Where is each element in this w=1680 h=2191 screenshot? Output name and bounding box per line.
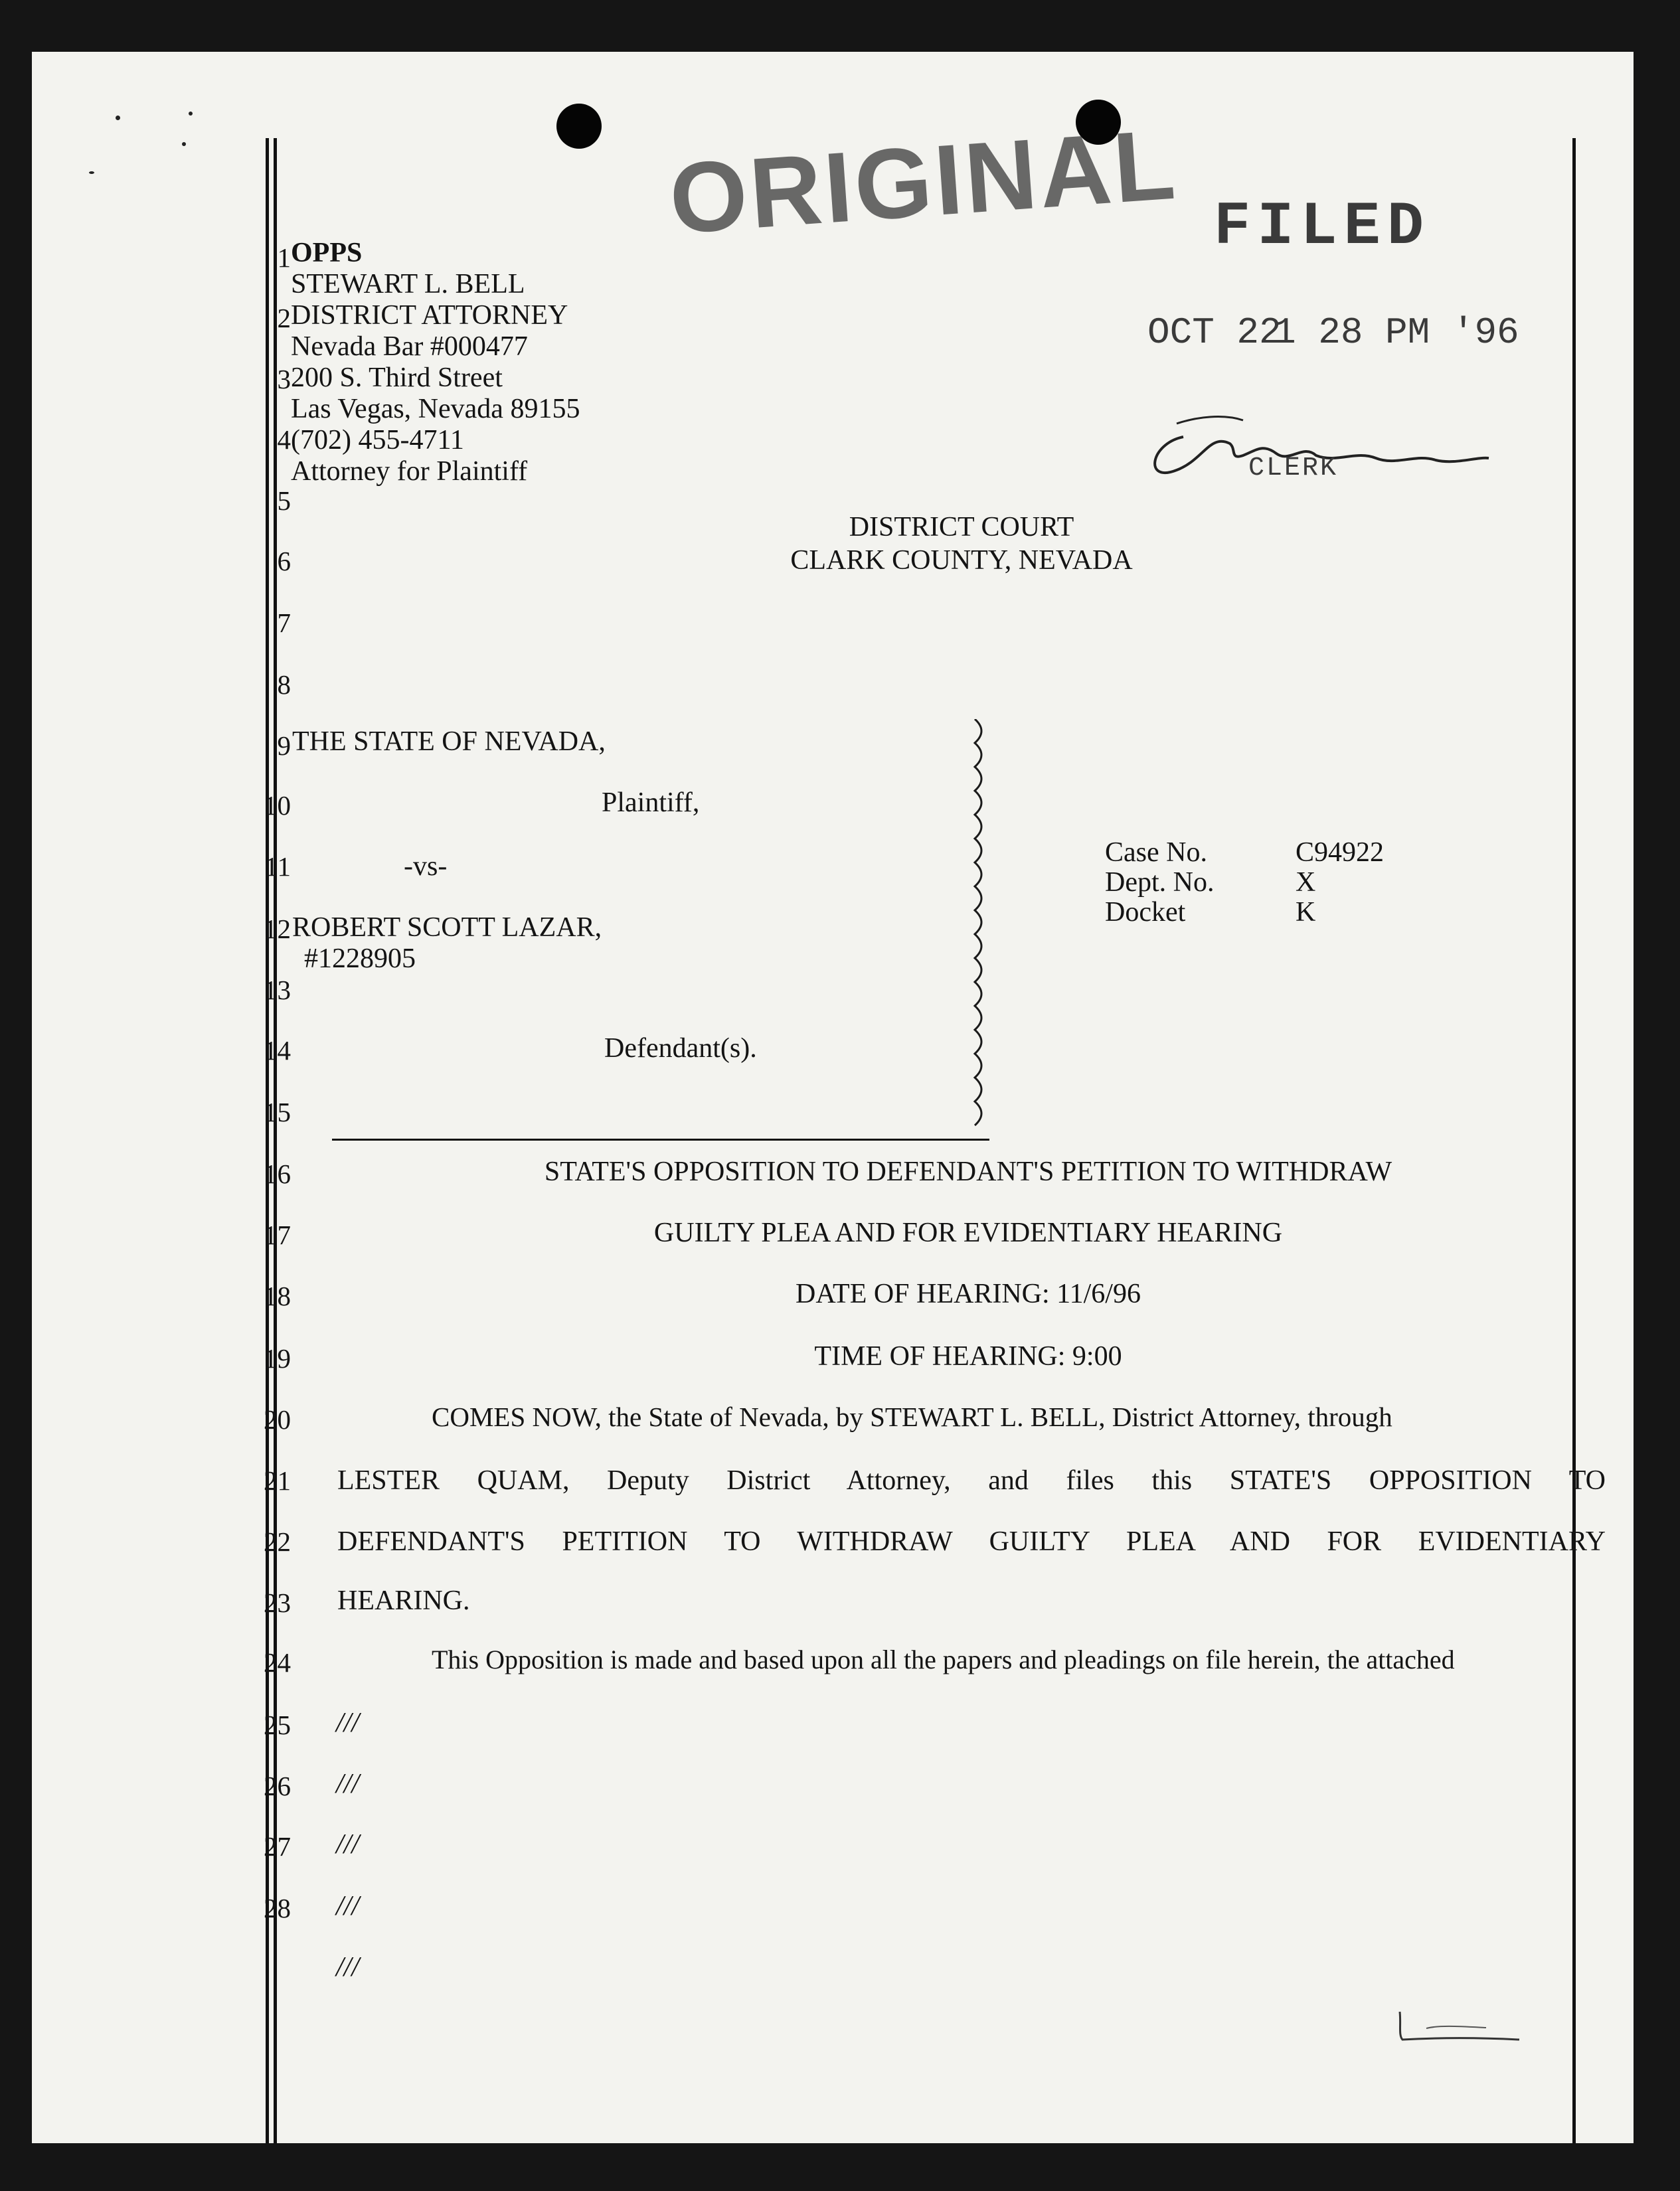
line-number: 9 xyxy=(277,730,291,761)
line-number: 2 xyxy=(277,303,291,333)
document-title-line2: GUILTY PLEA AND FOR EVIDENTIARY HEARING xyxy=(653,1218,1283,1248)
hearing-time: TIME OF HEARING: 9:00 xyxy=(814,1341,1122,1372)
body-paragraph1-line1: COMES NOW, the State of Nevada, by STEWART L. BELL, District Attorney, through xyxy=(432,1402,1392,1432)
attorney-role: Attorney for Plaintiff xyxy=(291,456,528,487)
court-name: DISTRICT COURT xyxy=(849,512,1074,542)
line-number: 5 xyxy=(277,485,291,516)
line-number: 26 xyxy=(264,1771,291,1801)
body-paragraph1-line3: DEFENDANT'S PETITION TO WITHDRAW GUILTY PLEA AND FOR EVIDENTIARY xyxy=(337,1526,1606,1557)
line-number: 22 xyxy=(264,1526,291,1557)
speck xyxy=(182,142,186,146)
body-paragraph1-line4: HEARING. xyxy=(337,1585,470,1616)
document-page xyxy=(32,52,1634,2143)
defendant-name: ROBERT SCOTT LAZAR, xyxy=(292,912,602,943)
plaintiff-name: THE STATE OF NEVADA, xyxy=(292,726,606,757)
continuation-mark: /// xyxy=(336,1891,360,1921)
defendant-id: #1228905 xyxy=(304,943,416,974)
line-number: 11 xyxy=(264,851,291,882)
speck xyxy=(189,112,193,116)
city-address: Las Vegas, Nevada 89155 xyxy=(291,394,580,424)
body-paragraph1-line2: LESTER QUAM, Deputy District Attorney, and files this STATE'S OPPOSITION TO xyxy=(337,1465,1606,1496)
line-number: 1 xyxy=(277,242,291,273)
filed-stamp: FILED xyxy=(1214,192,1431,262)
line-number: 4 xyxy=(277,424,291,455)
speck xyxy=(116,116,120,120)
line-number: 6 xyxy=(277,546,291,576)
versus-label: -vs- xyxy=(404,851,448,882)
line-number: 14 xyxy=(264,1035,291,1066)
defendant-label: Defendant(s). xyxy=(604,1033,757,1064)
caption-bracket xyxy=(971,719,997,1137)
caption-rule xyxy=(332,1139,989,1141)
line-number: 3 xyxy=(277,364,291,394)
line-number: 23 xyxy=(264,1587,291,1618)
attorney-name: STEWART L. BELL xyxy=(291,269,525,299)
line-number: 20 xyxy=(264,1404,291,1435)
clerk-stamp: CLERK xyxy=(1248,453,1339,483)
phone-number: (702) 455-4711 xyxy=(291,425,464,455)
case-number-label: Case No. xyxy=(1105,837,1207,868)
court-county: CLARK COUNTY, NEVADA xyxy=(790,545,1133,576)
line-number: 10 xyxy=(264,790,291,821)
initials-mark xyxy=(1386,1998,1546,2058)
line-number: 27 xyxy=(264,1831,291,1862)
margin-rule-right xyxy=(1572,138,1576,2143)
speck xyxy=(89,171,94,174)
dept-number-value: X xyxy=(1296,867,1316,898)
docket-label: Docket xyxy=(1105,897,1186,928)
document-title-line1: STATE'S OPPOSITION TO DEFENDANT'S PETITION TO WITHDRAW xyxy=(544,1157,1392,1187)
line-number: 12 xyxy=(264,914,291,944)
plaintiff-label: Plaintiff, xyxy=(602,787,700,818)
line-number: 21 xyxy=(264,1465,291,1496)
docket-value: K xyxy=(1296,897,1316,928)
dept-number-label: Dept. No. xyxy=(1105,867,1215,898)
line-number: 17 xyxy=(264,1220,291,1250)
street-address: 200 S. Third Street xyxy=(291,363,503,393)
filed-time: 1 28 PM '96 xyxy=(1274,311,1519,354)
line-number: 16 xyxy=(264,1159,291,1189)
line-number: 7 xyxy=(277,608,291,638)
punch-hole-left xyxy=(556,104,602,149)
line-number: 24 xyxy=(264,1647,291,1678)
line-number: 8 xyxy=(277,669,291,700)
body-paragraph2-line1: This Opposition is made and based upon all the papers and pleadings on file herein, the attached xyxy=(432,1645,1455,1674)
line-number: 19 xyxy=(264,1343,291,1374)
clerk-signature xyxy=(1137,397,1495,503)
original-stamp: ORIGINAL xyxy=(666,108,1181,255)
continuation-mark: /// xyxy=(336,1829,360,1860)
continuation-mark: /// xyxy=(336,1769,360,1799)
hearing-date: DATE OF HEARING: 11/6/96 xyxy=(796,1279,1141,1309)
line-number: 18 xyxy=(264,1281,291,1311)
line-number: 25 xyxy=(264,1710,291,1740)
document-code: OPPS xyxy=(291,238,363,268)
filed-date: OCT 22 xyxy=(1147,311,1282,354)
continuation-mark: /// xyxy=(336,1708,360,1738)
bar-number: Nevada Bar #000477 xyxy=(291,331,528,362)
line-number: 28 xyxy=(264,1893,291,1923)
line-number: 13 xyxy=(264,975,291,1005)
attorney-title: DISTRICT ATTORNEY xyxy=(291,300,568,331)
line-number: 15 xyxy=(264,1097,291,1127)
continuation-mark: /// xyxy=(336,1952,360,1983)
case-number-value: C94922 xyxy=(1296,837,1385,868)
